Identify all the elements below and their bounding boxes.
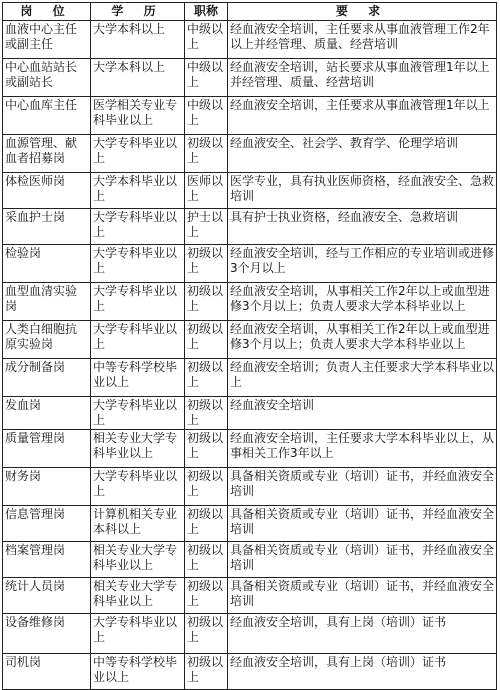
position-cell: 人类白细胞抗原实验岗: [3, 321, 91, 359]
table-row: [3, 245, 497, 283]
header-requirement: 要 求: [228, 3, 497, 21]
position-cell: 设备维修岗: [3, 614, 91, 654]
requirement-cell: 医学专业，具有执业医师资格，经血液安全、急救培训: [228, 173, 497, 209]
education-cell: 医学相关专业专科毕业以上: [91, 97, 185, 135]
header-position: 岗 位: [3, 3, 91, 21]
education-cell: 大学专科毕业以上: [91, 209, 185, 245]
title-cell: 初级以上: [185, 135, 228, 173]
requirement-cell: 经血液安全培训，主任要求大学本科毕业以上，从事相关工作3年以上: [228, 430, 497, 468]
header-education: 学 历: [91, 3, 185, 21]
requirement-cell: 经血液安全培训，经与工作相应的专业培训或进修3个月以上: [228, 245, 497, 283]
title-cell: 医师以上: [185, 173, 228, 209]
requirement-cell: 经血液安全培训，具有上岗（培训）证书: [228, 614, 497, 654]
position-cell: 档案管理岗: [3, 542, 91, 578]
title-cell: 初级以上: [185, 506, 228, 542]
position-cell: 中心血站站长或副站长: [3, 59, 91, 97]
requirement-cell: 具备相关资质或专业（培训）证书，并经血液安全培训: [228, 542, 497, 578]
table-row: [3, 506, 497, 542]
education-cell: 大学专科毕业以上: [91, 283, 185, 321]
requirement-cell: 经血液安全培训，具有上岗（培训）证书: [228, 654, 497, 690]
table-row: [3, 59, 497, 97]
education-cell: 大学专科毕业以上: [91, 468, 185, 506]
requirement-cell: 经血液安全培训，站长要求从事血液管理1年以上并经管理、质量、经营培训: [228, 59, 497, 97]
table-row: [3, 614, 497, 654]
education-cell: 大学本科以上: [91, 59, 185, 97]
title-cell: 初级以上: [185, 542, 228, 578]
table-row: [3, 135, 497, 173]
title-cell: 初级以上: [185, 245, 228, 283]
requirement-cell: 具有护士执业资格，经血液安全、急救培训: [228, 209, 497, 245]
table-row: [3, 359, 497, 397]
education-cell: 大学专科毕业以上: [91, 135, 185, 173]
table-row: [3, 578, 497, 614]
table-row: [3, 97, 497, 135]
table-row: [3, 542, 497, 578]
table-row: [3, 468, 497, 506]
title-cell: 初级以上: [185, 397, 228, 430]
table-row: [3, 173, 497, 209]
title-cell: 中级以上: [185, 59, 228, 97]
table-row: [3, 397, 497, 430]
position-cell: 发血岗: [3, 397, 91, 430]
table-row: [3, 283, 497, 321]
position-cell: 司机岗: [3, 654, 91, 690]
title-cell: 护士以上: [185, 209, 228, 245]
position-cell: 血液中心主任或副主任: [3, 21, 91, 59]
education-cell: 大学专科毕业以上: [91, 397, 185, 430]
title-cell: 初级以上: [185, 321, 228, 359]
education-cell: 相关专业大学专科毕业以上: [91, 542, 185, 578]
education-cell: 大学本科毕业以上: [91, 173, 185, 209]
table-row: [3, 321, 497, 359]
education-cell: 相关专业大学专科毕业以上: [91, 578, 185, 614]
table-body: [3, 21, 497, 690]
title-cell: 中级以上: [185, 97, 228, 135]
position-cell: 中心血库主任: [3, 97, 91, 135]
position-cell: 统计人员岗: [3, 578, 91, 614]
requirement-cell: 经血液安全培训，从事相关工作2年以上或血型进修3个月以上；负责人要求大学本科毕业以上: [228, 283, 497, 321]
requirement-cell: 经血液安全培训，主任要求从事血液管理工作2年以上并经管理、质量、经营培训: [228, 21, 497, 59]
position-cell: 信息管理岗: [3, 506, 91, 542]
position-cell: 检验岗: [3, 245, 91, 283]
position-cell: 质量管理岗: [3, 430, 91, 468]
position-cell: 财务岗: [3, 468, 91, 506]
position-cell: 体检医师岗: [3, 173, 91, 209]
education-cell: 大学专科毕业以上: [91, 321, 185, 359]
requirement-cell: 具备相关资质或专业（培训）证书，并经血液安全培训: [228, 578, 497, 614]
education-cell: 计算机相关专业本科以上: [91, 506, 185, 542]
education-cell: 相关专业大学专科毕业以上: [91, 430, 185, 468]
education-cell: 大学专科毕业以上: [91, 614, 185, 654]
title-cell: 初级以上: [185, 614, 228, 654]
table-row: [3, 21, 497, 59]
requirement-cell: 经血液安全、社会学、教育学、伦理学培训: [228, 135, 497, 173]
position-cell: 采血护士岗: [3, 209, 91, 245]
header-title: 职称: [185, 3, 228, 21]
education-cell: 大学本科以上: [91, 21, 185, 59]
requirement-cell: 经血液安全培训，主任要求从事血液管理1年以上: [228, 97, 497, 135]
table-row: [3, 654, 497, 690]
education-cell: 中等专科学校毕业以上: [91, 359, 185, 397]
position-cell: 成分制备岗: [3, 359, 91, 397]
requirement-cell: 具备相关资质或专业（培训）证书，并经血液安全培训: [228, 468, 497, 506]
title-cell: 初级以上: [185, 283, 228, 321]
title-cell: 初级以上: [185, 654, 228, 690]
requirement-cell: 经血液安全培训，从事相关工作2年以上或血型进修3个月以上；负责人要求大学本科毕业以上: [228, 321, 497, 359]
requirement-cell: 具备相关资质或专业（培训）证书，并经血液安全培训: [228, 506, 497, 542]
title-cell: 初级以上: [185, 430, 228, 468]
table-row: [3, 430, 497, 468]
title-cell: 初级以上: [185, 468, 228, 506]
table-row: [3, 209, 497, 245]
table-header-row: [3, 3, 497, 21]
title-cell: 中级以上: [185, 21, 228, 59]
requirements-table: [2, 2, 497, 690]
title-cell: 初级以上: [185, 578, 228, 614]
position-cell: 血型血清实验岗: [3, 283, 91, 321]
education-cell: 大学专科毕业以上: [91, 245, 185, 283]
title-cell: 初级以上: [185, 359, 228, 397]
requirement-cell: 经血液安全培训: [228, 397, 497, 430]
position-cell: 血源管理、献血者招募岗: [3, 135, 91, 173]
education-cell: 中等专科学校毕业以上: [91, 654, 185, 690]
requirement-cell: 经血液安全培训；负责人主任要求大学本科毕业以上: [228, 359, 497, 397]
